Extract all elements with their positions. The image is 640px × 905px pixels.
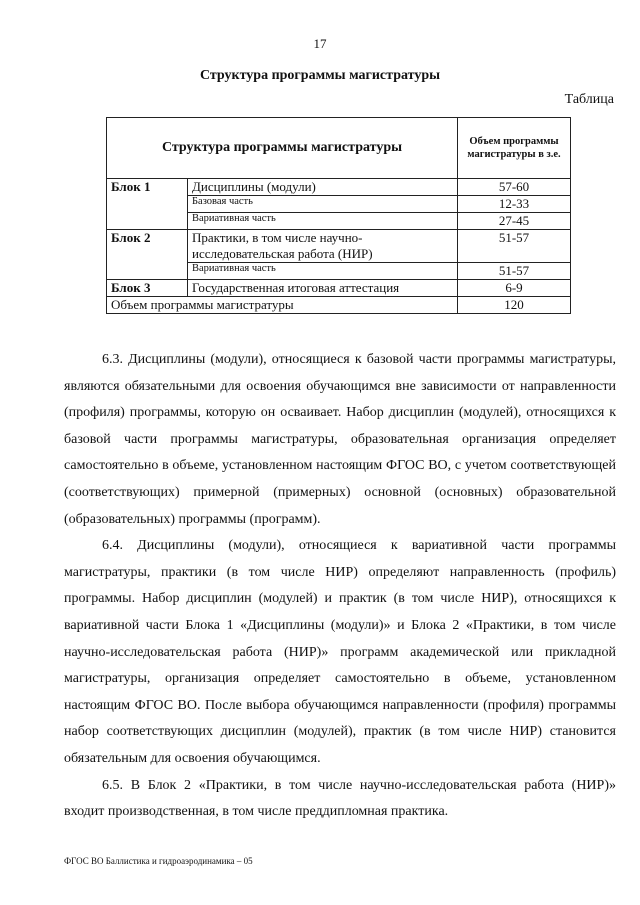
block-label: Блок 3: [107, 280, 188, 297]
table-row: [107, 230, 571, 263]
block-label: Блок 2: [107, 230, 188, 280]
row-value: 6-9: [458, 280, 571, 297]
row-value: 51-57: [458, 263, 571, 280]
body-text: [64, 347, 616, 826]
block-label: Блок 1: [107, 179, 188, 230]
table-label: Таблица: [564, 92, 614, 107]
page-number: 17: [313, 36, 327, 51]
header-volume: Объем программы магистратуры в з.е.: [458, 118, 571, 179]
row-name: Базовая часть: [188, 196, 458, 213]
program-structure-table: [106, 117, 571, 314]
document-title: Структура программы магистратуры: [199, 68, 441, 83]
row-name: Государственная итоговая аттестация: [188, 280, 458, 297]
row-value: 51-57: [458, 230, 571, 263]
paragraph-6-3: 6.3. Дисциплины (модули), относящиеся к базовой части программы магистратуры, являются обязательными для освоения обучающимся вне зависимости от направленности (профиля) программы, которую он осваивает. Набор дисциплин (модулей), относящихся к базовой части программы магистратуры, образовательная организация определяет самостоятельно в объеме, установленном настоящим ФГОС ВО, с учетом соответствующей (соответствующих) примерной (примерных) основной (основных) образовательной (образовательных) программы (программ).: [64, 352, 616, 527]
row-value: 12-33: [458, 196, 571, 213]
row-name: Вариативная часть: [188, 263, 458, 280]
table-row: [107, 280, 571, 297]
page-footer: ФГОС ВО Баллистика и гидроаэродинамика – 05: [64, 856, 253, 866]
total-name: Объем программы магистратуры: [107, 297, 458, 314]
row-value: 57-60: [458, 179, 571, 196]
row-value: 27-45: [458, 213, 571, 230]
paragraph-6-4: 6.4. Дисциплины (модули), относящиеся к вариативной части программы магистратуры, практики (в том числе НИР) определяют направленность (профиль) программы. Набор дисциплин (модулей) и практик (в том числе НИР), относящихся к вариативной части Блока 1 «Дисциплины (модули)» и Блока 2 «Практики, в том числе научно-исследовательская работа (НИР)» программ академической или прикладной магистратуры, организация определяет самостоятельно в объеме, установленном настоящим ФГОС ВО. После выбора обучающимся направленности (профиля) программы набор соответствующих дисциплин (модулей), практик (в том числе НИР) становится обязательным для освоения обучающимся.: [64, 538, 616, 766]
paragraph-6-5: 6.5. В Блок 2 «Практики, в том числе научно-исследовательская работа (НИР)» входит производственная, в том числе преддипломная практика.: [64, 777, 616, 820]
table-header-row: [107, 118, 571, 179]
row-name: Вариативная часть: [188, 213, 458, 230]
header-structure: Структура программы магистратуры: [107, 118, 458, 179]
row-name: Практики, в том числе научно-исследовательская работа (НИР): [188, 230, 458, 263]
table-total-row: [107, 297, 571, 314]
total-value: 120: [458, 297, 571, 314]
table-row: [107, 179, 571, 196]
row-name: Дисциплины (модули): [188, 179, 458, 196]
